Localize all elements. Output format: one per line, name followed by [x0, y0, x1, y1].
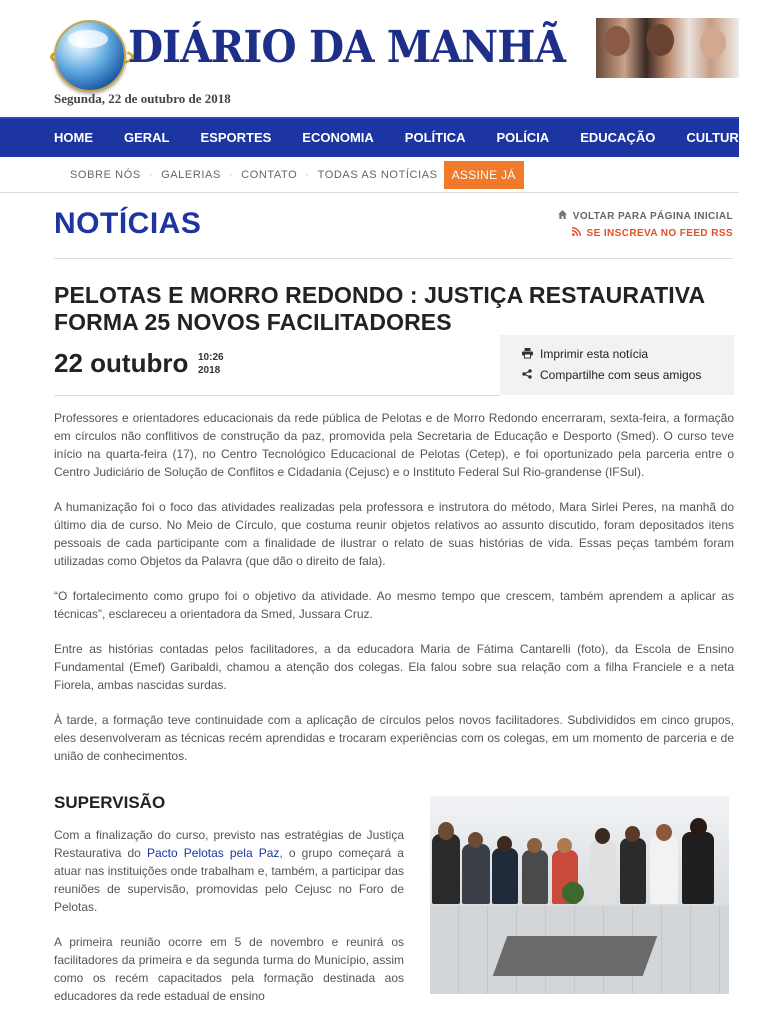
print-label: Imprimir esta notícia — [540, 347, 649, 361]
article-paragraph: A humanização foi o foco das atividades realizadas pela professora e instrutora do método, Mara Sirlei Peres, na manhã do último dia de curso. No Meio de Círculo, que costuma reunir objetos relativos ao assunto discutido, foram depositados itens pessoais de cada participante com a finalidade de ilustrar o relato de suas histórias de vida. Essas peças também foram utilizadas como Objetos da Palavra (que dão o direito de fala). — [54, 500, 734, 568]
subnav-separator: · — [305, 168, 310, 181]
rss-label: SE INSCREVA NO FEED RSS — [586, 228, 733, 239]
article-year: 2018 — [198, 365, 221, 376]
printer-icon — [522, 348, 540, 361]
section-links — [557, 210, 733, 239]
subnav-separator: · — [228, 168, 234, 181]
nav-item-esportes[interactable]: ESPORTES — [200, 130, 272, 145]
section-title: NOTÍCIAS — [54, 207, 202, 240]
subnav-item-contato[interactable]: CONTATO — [241, 168, 298, 181]
nav-item-economia[interactable]: ECONOMIA — [302, 130, 374, 145]
nav-item-politica[interactable]: POLÍTICA — [404, 130, 466, 145]
paragraph-text: , o grupo começará a atuar nas instituições onde trabalham e, também, a participar das reuniões de supervisão, promovidas pelo Cejusc no Foro de Pelotas. — [54, 846, 404, 914]
nav-item-cultura[interactable]: CULTURA& — [686, 130, 758, 145]
subnav-separator: · — [148, 168, 154, 181]
article-date: 22 outubro — [54, 348, 189, 378]
article-subheading: SUPERVISÃO — [54, 793, 166, 812]
nav-item-home[interactable]: HOME — [54, 130, 93, 145]
article-title: PELOTAS E MORRO REDONDO : JUSTIÇA RESTAURATIVA FORMA 25 NOVOS FACILITADORES — [54, 282, 705, 335]
section-divider — [54, 258, 733, 259]
subscribe-button[interactable]: ASSINE JÁ — [444, 161, 524, 189]
pacto-pelotas-link[interactable]: Pacto Pelotas pela Paz — [146, 846, 280, 860]
site-logo-text[interactable]: DIÁRIO DA MANHÃ — [128, 22, 566, 73]
print-button[interactable] — [522, 347, 734, 361]
article-time-year — [198, 351, 224, 377]
article-photo[interactable] — [430, 796, 729, 994]
article-paragraph: “O fortalecimento como grupo foi o objetivo da atividade. Ao mesmo tempo que crescem, também aprendem a aplicar as técnicas”, esclareceu a orientadora da Smed, Jussara Cruz. — [54, 589, 734, 621]
share-button[interactable] — [522, 368, 734, 382]
article-paragraph: À tarde, a formação teve continuidade com a aplicação de círculos pelos novos facilitadores. Subdivididos em cinco grupos, eles desenvolveram as técnicas recém aprendidas e trocaram experiências com os colegas, em um momento de parceria e de união de conhecimentos. — [54, 713, 734, 763]
back-home-link[interactable] — [557, 210, 733, 222]
article-body — [54, 409, 734, 782]
article-side-text — [54, 826, 404, 1022]
header-date: Segunda, 22 de outubro de 2018 — [54, 91, 231, 106]
secondary-nav — [0, 157, 739, 193]
nav-item-educacao[interactable]: EDUCAÇÃO — [580, 130, 656, 145]
article-actions — [500, 335, 734, 395]
paragraph-text: Com a finalização do curso, previsto nas estratégias de Justiça Restaurativa do — [54, 828, 404, 860]
rss-link[interactable] — [557, 227, 733, 239]
back-home-label: VOLTAR PARA PÁGINA INICIAL — [572, 211, 733, 222]
logo-globe-icon[interactable] — [54, 20, 126, 92]
nav-item-geral[interactable]: GERAL — [124, 130, 170, 145]
share-icon — [522, 369, 540, 382]
article-paragraph — [54, 826, 404, 916]
article-paragraph: A primeira reunião ocorre em 5 de novembro e reunirá os facilitadores da primeira e da segunda turma do Município, assim como os recém capacitados pela formação destinada aos educadores da rede estadual de ensino — [54, 935, 404, 1003]
subnav-item-galerias[interactable]: GALERIAS — [161, 168, 221, 181]
home-icon — [557, 210, 567, 222]
article-paragraph: Entre as histórias contadas pelos facilitadores, a da educadora Maria de Fátima Cantarelli (foto), da Escola de Ensino Fundamental (Emef) Garibaldi, chamou a atenção dos colegas. Ela falou sobre sua relação com a filha Franciele e a neta Fiorela, ambas nascidas surdas. — [54, 642, 734, 692]
nav-item-policia[interactable]: POLÍCIA — [496, 130, 550, 145]
subnav-item-todas-noticias[interactable]: TODAS AS NOTÍCIAS — [317, 168, 438, 181]
main-nav — [0, 117, 758, 157]
subnav-item-sobre[interactable]: SOBRE NÓS — [70, 168, 141, 181]
header-banner-photo[interactable] — [596, 18, 739, 78]
share-label: Compartilhe com seus amigos — [540, 368, 702, 382]
article-paragraph: Professores e orientadores educacionais da rede pública de Pelotas e de Morro Redondo encerraram, sexta-feira, a formação em círculos não conflitivos de construção da paz, promovida pela Secretaria de Educação e Desporto (Smed). O curso teve início na quarta-feira (17), no Centro Tecnológico Educacional de Pelotas (Cetep), e foi oportunizado pela parceria entre o Centro Judiciário de Solução de Conflitos e Cidadania (Cejusc) e o Instituto Federal Sul Rio-grandense (IFSul). — [54, 411, 734, 479]
article-time: 10:26 — [198, 352, 224, 363]
rss-icon — [571, 227, 581, 239]
meta-divider — [54, 395, 500, 396]
site-header — [0, 0, 739, 117]
